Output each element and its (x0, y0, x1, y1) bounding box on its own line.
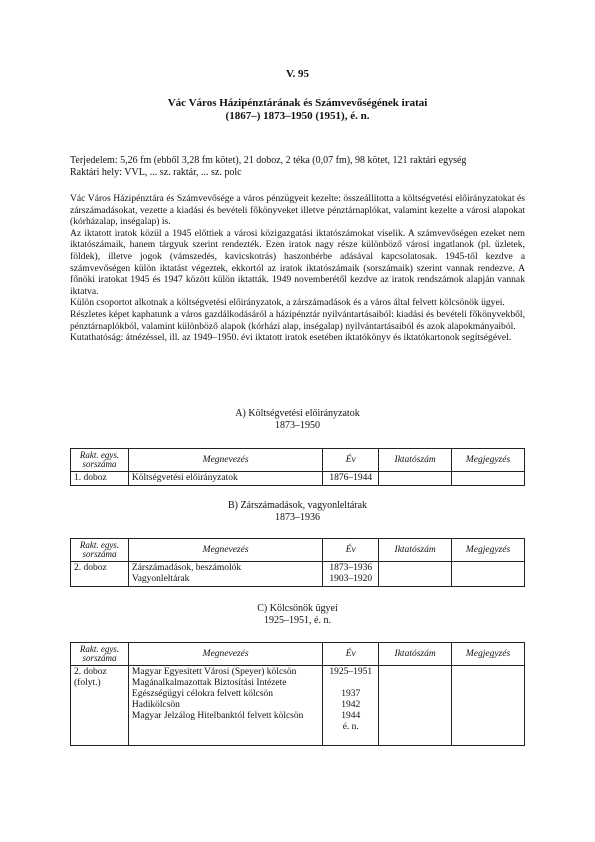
item-name: Hadikölcsön (131, 700, 180, 710)
unit-cell: 2. doboz (71, 562, 129, 587)
note-header: Megjegyzés (452, 539, 525, 562)
item-years: 1873–1936 (329, 563, 373, 573)
section-title: C) Kölcsönök ügyei (257, 603, 338, 614)
description (70, 193, 525, 344)
name-cell: Költségvetési előirányzatok (128, 472, 322, 486)
table-header-row (71, 449, 525, 472)
name-header: Megnevezés (128, 643, 322, 666)
note-header: Megjegyzés (452, 643, 525, 666)
section-c-table (70, 642, 525, 746)
item-years: 1944 (341, 711, 361, 721)
reg-number-cell (379, 666, 452, 746)
fond-title-line2: (1867–) 1873–1950 (1951), é. n. (225, 110, 370, 122)
fond-code: V. 95 (285, 68, 310, 80)
location-line: Raktári hely: VVL, ... sz. raktár, ... sz. polc (70, 167, 242, 178)
fond-title (70, 97, 525, 123)
section-years: 1925–1951, é. n. (264, 615, 331, 626)
paragraph: Részletes képet kaphatunk a város gazdálkodásáról a házipénztár nyilvántartásaiból: kiadási és bevételi főkönyvekből, pénztárnaplókból, valamint különböző alapok (kórházi alap, inségalap) nyilvántartásaiból és azok alapokmányaiból. (70, 308, 525, 332)
fond-title-line1: Vác Város Házipénztárának és Számvevőségének iratai (167, 97, 428, 109)
item-name: Magyar Egyesített Városi (Speyer) kölcsön (131, 667, 297, 677)
item-years: 1925–1951 (329, 667, 373, 677)
extent-line: Terjedelem: 5,26 fm (ebből 3,28 fm kötet), 21 doboz, 2 téka (0,07 fm), 98 kötet, 121 raktári egység (70, 155, 467, 166)
paragraph: Kutathatóság: átnézéssel, ill. az 1949–1950. évi iktatott iratok esetében iktatókönyv és iktatókartonok segítségével. (70, 332, 512, 344)
section-a-heading (70, 408, 525, 432)
table-header-row (71, 643, 525, 666)
section-title: B) Zárszámadások, vagyonleltárak (227, 500, 368, 511)
table-row (71, 666, 525, 746)
item-years: 1942 (341, 700, 361, 710)
item-name: Zárszámadások, beszámolók (131, 563, 242, 573)
section-b-table (70, 538, 525, 587)
year-header: Év (323, 449, 379, 472)
note-header: Megjegyzés (452, 449, 525, 472)
paragraph: Vác Város Házipénztára és Számvevősége a város pénzügyeit kezelte: összeállította a költségvetési előirányzatokat és zárszámadásokat, vezette a kiadási és bevételi főkönyveket illetve pénztárnaplókat, valamint kezelte a városi alapokat (kórházalap, inségalap) is. (70, 193, 525, 228)
table-row (71, 562, 525, 587)
note-cell (452, 472, 525, 486)
note-cell (452, 666, 525, 746)
reg-number-header: Iktatószám (379, 449, 452, 472)
unit-cell: 1. doboz (71, 472, 129, 486)
item-years: 1937 (341, 689, 361, 699)
year-cell: 1876–1944 (323, 472, 379, 486)
section-a-table (70, 448, 525, 486)
fond-meta (70, 155, 525, 179)
year-cell (323, 666, 379, 746)
item-name: Magyar Jelzálog Hitelbanktól felvett kölcsön (131, 711, 304, 721)
table-row (71, 472, 525, 486)
item-name: Egészségügyi célokra felvett kölcsön (131, 689, 274, 699)
name-header: Megnevezés (128, 449, 322, 472)
reg-number-cell (379, 472, 452, 486)
year-header: Év (323, 643, 379, 666)
reg-number-header: Iktatószám (379, 643, 452, 666)
paragraph: Az iktatott iratok közül a 1945 előttiek a városi közigazgatási iktatószámokat viselik. A számvevőségen ezeket nem iktatószámaik, hanem tárgyuk szerint rendezték. Ezen iratok nagy része különböző városi ingatlanok (pl. üzletek, földek), illetve jogok (vámszedés, kavicskotrás) haszonbérbe adásával kapcsolatosak. 1945-től kezdve a számvevőségen külön iktatást végeztek, ekkortól az iratok iktatószámaik (sorszámaik) szerint vannak rendezve. A főnöki iratokat 1945 és 1947 között külön iktatták. 1949 novemberétől kezdve az iratok rendszámok alapján vannak iktatva. (70, 227, 525, 297)
name-cell (128, 666, 322, 746)
unit-header: Rakt. egys. sorszáma (71, 449, 129, 472)
year-header: Év (323, 539, 379, 562)
section-years: 1873–1950 (275, 420, 320, 431)
reg-number-cell (379, 562, 452, 587)
name-cell (128, 562, 322, 587)
section-b-heading (70, 500, 525, 524)
item-name: Vagyonleltárak (131, 574, 190, 584)
item-years: 1903–1920 (329, 574, 373, 584)
section-c-heading (70, 603, 525, 627)
unit-cell: 2. doboz (folyt.) (71, 666, 129, 746)
section-years: 1873–1936 (275, 512, 320, 523)
unit-header: Rakt. egys. sorszáma (71, 539, 129, 562)
note-cell (452, 562, 525, 587)
section-title: A) Költségvetési előirányzatok (235, 408, 360, 419)
reg-number-header: Iktatószám (379, 539, 452, 562)
item-years: é. n. (342, 722, 359, 732)
name-header: Megnevezés (128, 539, 322, 562)
unit-header: Rakt. egys. sorszáma (71, 643, 129, 666)
year-cell (323, 562, 379, 587)
table-header-row (71, 539, 525, 562)
paragraph: Külön csoportot alkotnak a költségvetési előirányzatok, a zárszámadások és a város által felvett kölcsönök ügyei. (70, 297, 505, 309)
item-name: Magánalkalmazottak Biztosítási Intézete (131, 678, 287, 688)
